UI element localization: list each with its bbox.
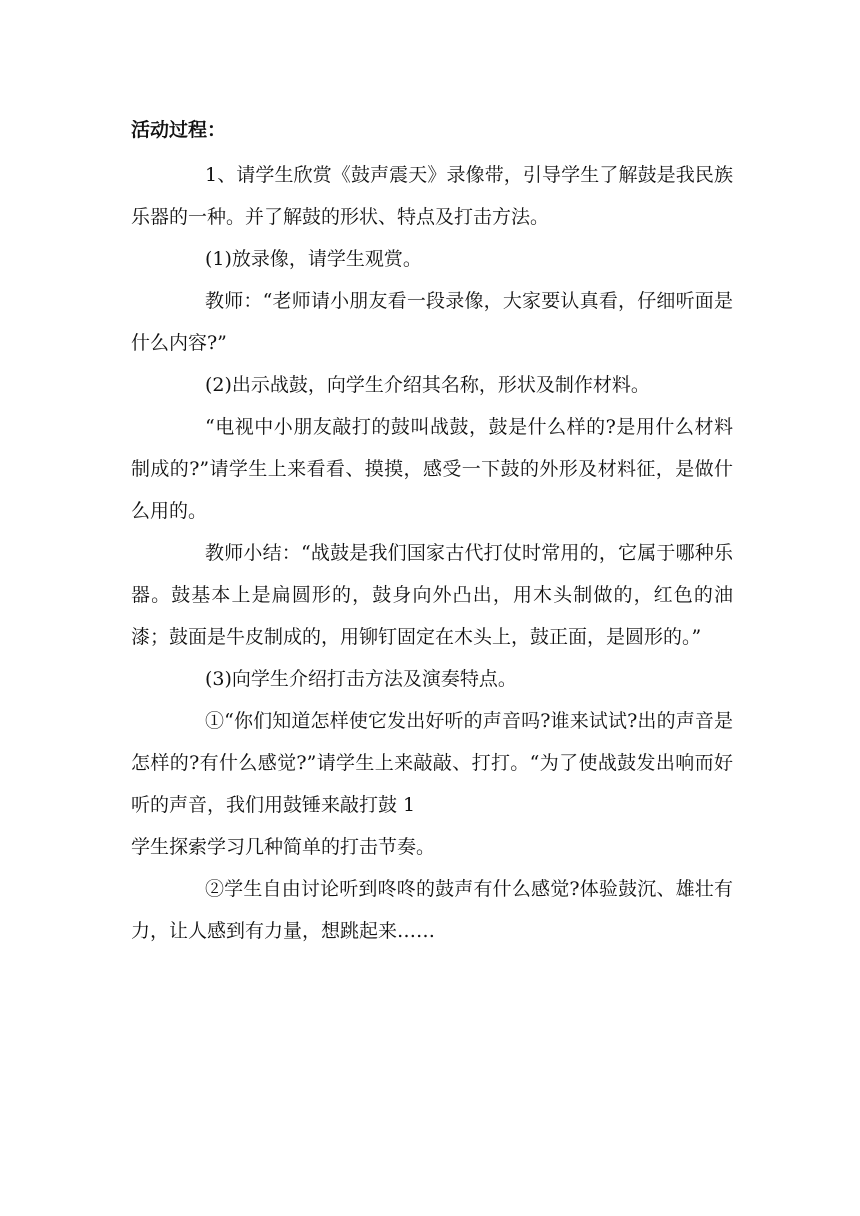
section-heading: 活动过程： <box>131 119 227 141</box>
paragraph-9: 学生探索学习几种简单的打击节奏。 <box>131 836 436 858</box>
paragraph-1: 1、请学生欣赏《鼓声震天》录像带，引导学生了解鼓是我民族乐器的一种。并了解鼓的形状、特点及打击方法。 <box>131 164 733 228</box>
paragraph-7: (3)向学生介绍打击方法及演奏特点。 <box>205 668 517 690</box>
paragraph-2: (1)放录像，请学生观赏。 <box>205 248 422 270</box>
document-body <box>131 112 733 952</box>
paragraph-4: (2)出示战鼓，向学生介绍其名称，形状及制作材料。 <box>205 374 650 396</box>
paragraph-5: “电视中小朋友敲打的鼓叫战鼓，鼓是什么样的?是用什么材料制成的?”请学生上来看看、摸摸，感受一下鼓的外形及材料征，是做什么用的。 <box>131 416 733 522</box>
paragraph-6: 教师小结：“战鼓是我们国家古代打仗时常用的，它属于哪种乐器。鼓基本上是扁圆形的，鼓身向外凸出，用木头制做的，红色的油漆；鼓面是牛皮制成的，用铆钉固定在木头上，鼓正面，是圆形的。” <box>131 542 733 648</box>
paragraph-10: ②学生自由讨论听到咚咚的鼓声有什么感觉?体验鼓沉、雄壮有力，让人感到有力量，想跳起来…… <box>131 878 733 942</box>
paragraph-3: 教师：“老师请小朋友看一段录像，大家要认真看，仔细听面是什么内容?” <box>131 290 733 354</box>
paragraph-8: ①“你们知道怎样使它发出好听的声音吗?谁来试试?出的声音是怎样的?有什么感觉?”请学生上来敲敲、打打。“为了使战鼓发出响而好听的声音，我们用鼓锤来敲打鼓 1 <box>131 710 733 816</box>
